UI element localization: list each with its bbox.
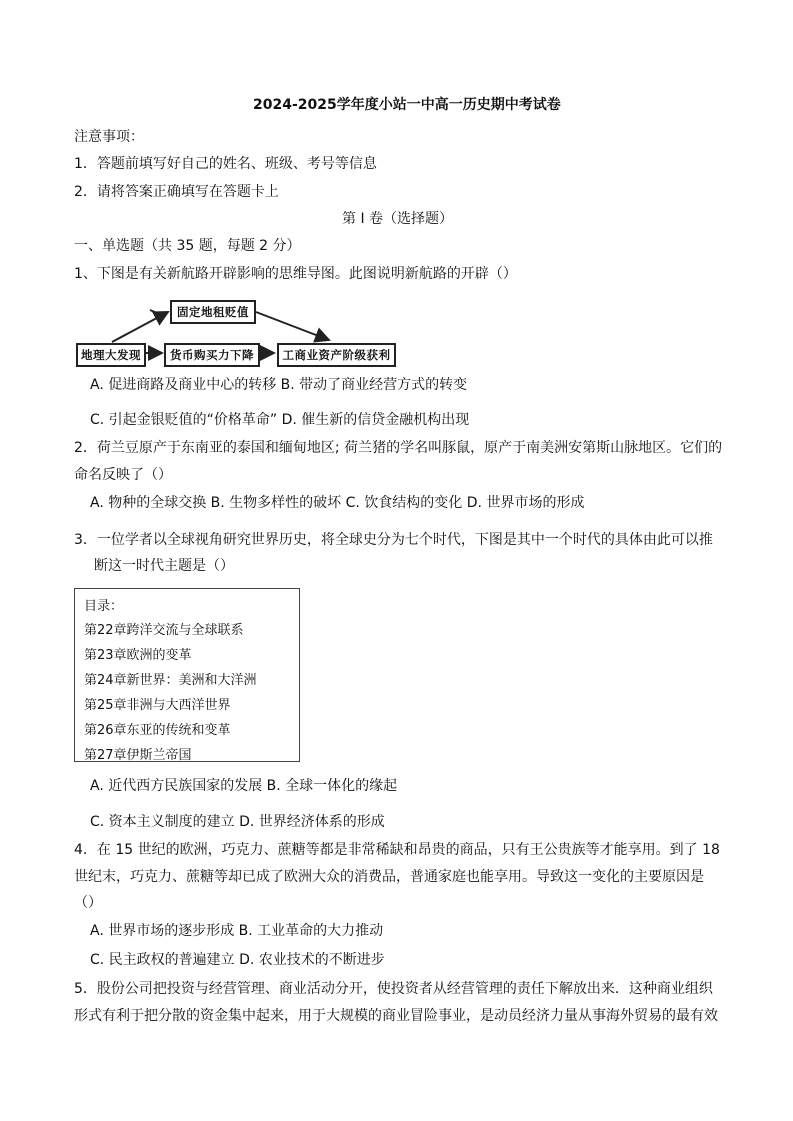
question-options: A. 近代西方民族国家的发展 B. 全球一体化的缘起 [90,778,398,794]
notes-item: 1．答题前填写好自己的姓名、班级、考号等信息 [74,156,377,172]
diagram-box-top: 固定地租贬值 [170,300,256,324]
arrow-start-top [112,312,168,342]
toc-item: 第25章非洲与大西洋世界 [84,698,231,713]
diagram-mark [150,310,164,316]
notes-heading: 注意事项： [74,129,144,145]
toc-item: 第27章伊斯兰帝国 [84,748,192,763]
question-options: C. 引起金银贬值的“价格革命” D. 催生新的信贷金融机构出现 [90,412,470,428]
question-options: A. 物种的全球交换 B. 生物多样性的破坏 C. 饮食结构的变化 D. 世界市场的形成 [90,495,585,511]
question-options: A. 促进商路及商业中心的转移 B. 带动了商业经营方式的转变 [90,377,468,393]
question-options: C. 民主政权的普遍建立 D. 农业技术的不断进步 [90,952,385,968]
page-title: 2024-2025学年度小站一中高一历史期中考试卷 [253,97,561,113]
arrow-top-end [256,312,329,340]
question-stem: 5．股份公司把投资与经营管理、商业活动分开，使投资者从经营管理的责任下解放出来．这种商业组织 [74,981,713,997]
notes-item: 2．请将答案正确填写在答题卡上 [74,184,279,200]
question-stem: 世纪末，巧克力、蔗糖等却已成了欧洲大众的消费品，普通家庭也能享用。导致这一变化的主要原因是 [74,869,704,885]
diagram-box-start: 地理大发现 [76,343,146,367]
toc-item: 第24章新世界：美洲和大洋洲 [84,673,257,688]
question-stem: 形式有利于把分散的资金集中起来，用于大规模的商业冒险事业，是动员经济力量从事海外贸易的最有效 [74,1008,718,1024]
question-stem: 4．在 15 世纪的欧洲，巧克力、蔗糖等都是非常稀缺和昂贵的商品，只有王公贵族等才能享用。到了 18 [74,842,720,858]
question-stem: 命名反映了（） [74,467,172,483]
question-stem: 断这一时代主题是（） [94,558,234,574]
toc-item: 第26章东亚的传统和变革 [84,723,231,738]
section-heading: 一、单选题（共 35 题，每题 2 分） [74,238,301,254]
question-options: A. 世界市场的逐步形成 B. 工业革命的大力推动 [90,923,384,939]
toc-item: 第22章跨洋交流与全球联系 [84,623,244,638]
mind-map-diagram [74,290,404,370]
question-stem: （） [74,895,102,911]
question-stem: 3．一位学者以全球视角研究世界历史，将全球史分为七个时代，下图是其中一个时代的具体由此可以推 [74,532,713,548]
question-stem: 2．荷兰豆原产于东南亚的泰国和缅甸地区; 荷兰猪的学名叫豚鼠，原产于南美洲安第斯山脉地区。它们的 [74,440,723,456]
question-stem: 1、下图是有关新航路开辟影响的思维导图。此图说明新航路的开辟（） [74,266,517,282]
question-options: C. 资本主义制度的建立 D. 世界经济体系的形成 [90,814,385,830]
toc-heading: 目录： [84,599,124,614]
diagram-box-end: 工商业资产阶级获利 [277,343,396,367]
volume-heading: 第 I 卷（选择题） [342,211,454,227]
diagram-box-mid: 货币购买力下降 [164,343,260,367]
table-of-contents-box [74,588,300,762]
toc-item: 第23章欧洲的变革 [84,648,192,663]
